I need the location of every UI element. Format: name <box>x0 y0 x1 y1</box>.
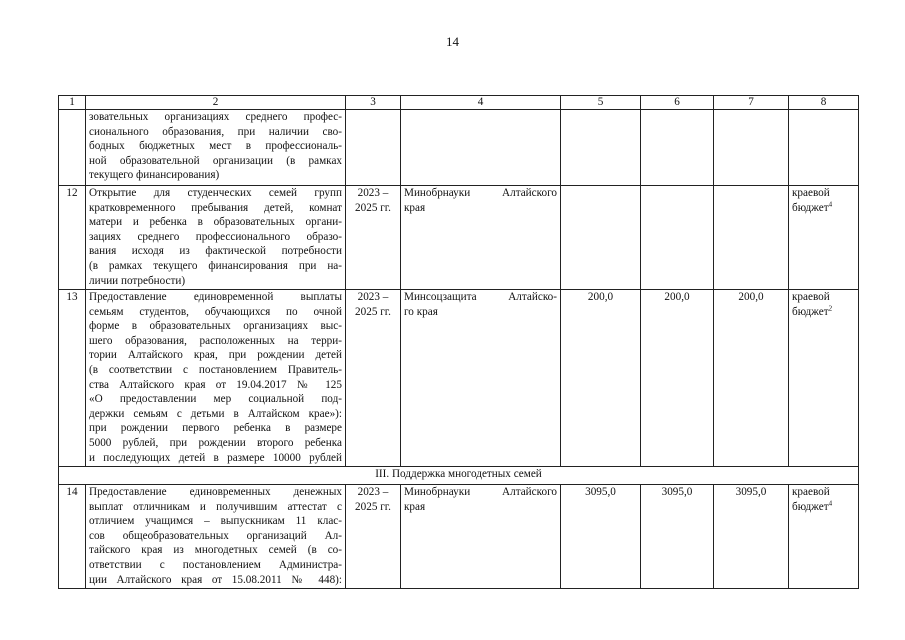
value-cell <box>561 110 641 186</box>
text-line: сионального образования, при наличии сво- <box>89 125 342 138</box>
table-row <box>59 186 859 290</box>
term-line: 2025 гг. <box>355 305 391 318</box>
executor-cell <box>401 110 561 186</box>
text-line: матери и ребенка в образовательных органи- <box>89 216 342 229</box>
text-line: шего образования, расположенных на терри- <box>89 334 342 347</box>
header-cell: 1 <box>59 96 86 110</box>
text-line: личии потребности) <box>89 274 186 287</box>
text-line: зовательных организациях среднего профес- <box>89 111 342 123</box>
text-line: Открытие для студенческих семей групп <box>89 187 342 199</box>
source-line <box>792 500 855 515</box>
measure-description <box>86 485 346 589</box>
page-number: 14 <box>446 34 459 49</box>
value-cell <box>561 186 641 290</box>
text-line: держки семьям с детьми в Алтайском крае»): <box>89 407 342 420</box>
executor-cell <box>401 485 561 589</box>
text-line: кратковременного пребывания детей, комнат <box>89 201 342 214</box>
header-cell: 2 <box>86 96 346 110</box>
value-cell <box>714 110 789 186</box>
table-row <box>59 485 859 589</box>
value-cell: 3095,0 <box>641 485 714 589</box>
source-cell <box>789 290 859 467</box>
source-line <box>792 305 855 320</box>
text-line: и последующих детей в размере 10000 рублей <box>89 451 342 464</box>
executor-cell <box>401 290 561 467</box>
header-cell: 4 <box>401 96 561 110</box>
text-line: ной образовательной организации (в рамках <box>89 154 342 167</box>
value-cell: 200,0 <box>641 290 714 467</box>
text-line: (в рамках текущего финансирования при на- <box>89 259 342 272</box>
header-cell: 6 <box>641 96 714 110</box>
source-text: бюджет <box>792 201 829 214</box>
footnote-mark: 2 <box>828 303 833 312</box>
text-line: «О предоставлении мер социальной под- <box>89 393 342 406</box>
text-line: при рождении первого ребенка в размере <box>89 422 342 435</box>
executor-cell <box>401 186 561 290</box>
row-number: 12 <box>59 186 86 290</box>
text-line: ства Алтайского края от 19.04.2017 № 125 <box>89 378 342 391</box>
source-line: краевой <box>792 486 830 498</box>
value-cell: 3095,0 <box>561 485 641 589</box>
executor-line: Минсоцзащита Алтайско- <box>404 291 557 303</box>
footnote-mark: 4 <box>828 498 833 507</box>
text-line: выплат отличникам и получившим аттестат с <box>89 500 342 513</box>
executor-line: края <box>404 201 426 214</box>
text-line: ответствии с постановлением Администра- <box>89 558 342 571</box>
source-text: бюджет <box>792 305 829 318</box>
term-line: 2025 гг. <box>355 201 391 214</box>
text-line: 5000 рублей, при рождении второго ребенка <box>89 436 342 449</box>
term-cell <box>346 186 401 290</box>
source-cell <box>789 186 859 290</box>
term-cell <box>346 110 401 186</box>
measures-table <box>58 95 859 589</box>
measure-description <box>86 110 346 186</box>
row-number <box>59 110 86 186</box>
text-line: отличием учащимся – выпускникам 11 клас- <box>89 515 342 528</box>
value-cell <box>641 110 714 186</box>
row-number: 14 <box>59 485 86 589</box>
executor-line: го края <box>404 305 438 318</box>
source-cell <box>789 485 859 589</box>
measure-description <box>86 290 346 467</box>
header-cell: 8 <box>789 96 859 110</box>
term-line: 2023 – <box>357 187 389 199</box>
table-row <box>59 290 859 467</box>
text-line: тайского края из многодетных семей (в со- <box>89 544 342 557</box>
text-line: зациях среднего профессионального образо- <box>89 230 342 243</box>
term-cell <box>346 290 401 467</box>
text-line: Предоставление единовременной выплаты <box>89 291 342 303</box>
value-cell: 200,0 <box>714 290 789 467</box>
measure-description <box>86 186 346 290</box>
source-line <box>792 201 855 216</box>
executor-line: Минобрнауки Алтайского <box>404 486 557 498</box>
text-line: тории Алтайского края, при рождении детей <box>89 349 342 362</box>
text-line: ции Алтайского края от 15.08.2011 № 448): <box>89 573 342 586</box>
row-number: 13 <box>59 290 86 467</box>
value-cell <box>714 186 789 290</box>
source-line: краевой <box>792 187 830 199</box>
term-line: 2023 – <box>357 486 389 498</box>
value-cell: 200,0 <box>561 290 641 467</box>
section-header-row <box>59 467 859 485</box>
source-line: краевой <box>792 291 830 303</box>
header-cell: 5 <box>561 96 641 110</box>
term-cell <box>346 485 401 589</box>
text-line: вания исходя из фактической потребности <box>89 245 342 258</box>
text-line: бодных бюджетных мест в профессиональ- <box>89 140 342 153</box>
header-cell: 7 <box>714 96 789 110</box>
section-title: III. Поддержка многодетных семей <box>59 467 859 485</box>
executor-line: края <box>404 500 426 513</box>
text-line: Предоставление единовременных денежных <box>89 486 342 498</box>
text-line: текущего финансирования) <box>89 169 220 182</box>
source-text: бюджет <box>792 500 829 513</box>
executor-line: Минобрнауки Алтайского <box>404 187 557 199</box>
value-cell <box>641 186 714 290</box>
text-line: семьям студентов, обучающихся по очной <box>89 305 342 318</box>
text-line: (в соответствии с постановлением Правитель- <box>89 363 342 376</box>
text-line: сов общеобразовательных организаций Ал- <box>89 529 342 542</box>
table-row-continuation <box>59 110 859 186</box>
text-line: форме в образовательных организациях выс- <box>89 320 342 333</box>
term-line: 2025 гг. <box>355 500 391 513</box>
term-line: 2023 – <box>357 291 389 303</box>
header-cell: 3 <box>346 96 401 110</box>
footnote-mark: 4 <box>828 199 833 208</box>
header-row <box>59 96 859 110</box>
source-cell <box>789 110 859 186</box>
value-cell: 3095,0 <box>714 485 789 589</box>
